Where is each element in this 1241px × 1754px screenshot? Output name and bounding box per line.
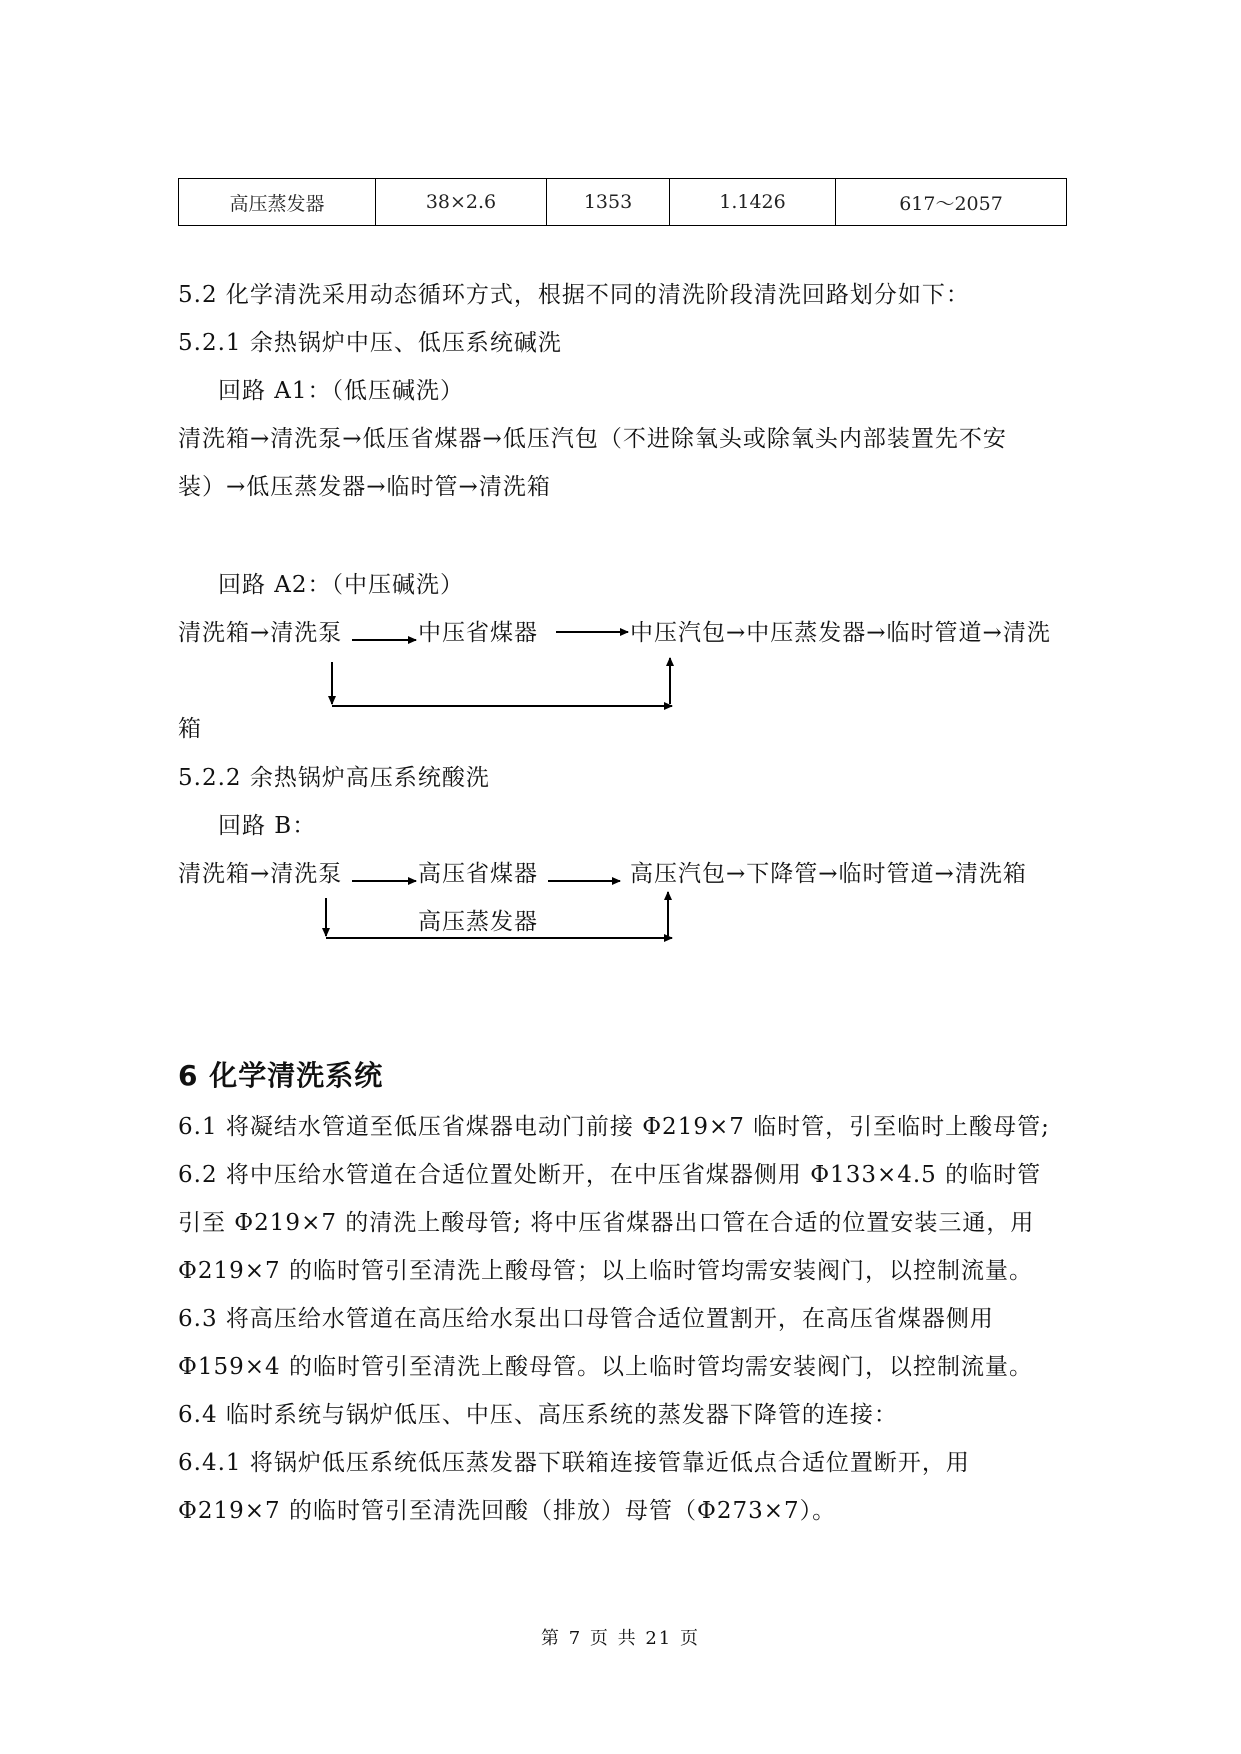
paragraph-6-2: 6.2 将中压给水管道在合适位置处断开，在中压省煤器侧用 Φ133×4.5 的临时管 xyxy=(178,1162,1042,1188)
paragraph-6-2-cont: 引至 Φ219×7 的清洗上酸母管; 将中压省煤器出口管在合适的位置安装三通，用 xyxy=(178,1210,1035,1236)
spec-table xyxy=(178,178,1067,226)
loop-a2-wrap: 箱 xyxy=(178,716,202,742)
paragraph-5-2-1: 5.2.1 余热锅炉中压、低压系统碱洗 xyxy=(178,330,562,356)
paragraph-6-3-cont: Φ159×4 的临时管引至清洗上酸母管。以上临时管均需安装阀门，以控制流量。 xyxy=(178,1354,1033,1380)
loop-a1-line-2: 装）→低压蒸发器→临时管→清洗箱 xyxy=(178,474,551,500)
table-cell: 617～2057 xyxy=(836,179,1067,226)
loop-b-title: 回路 B： xyxy=(218,813,317,839)
table-row xyxy=(179,179,1067,226)
paragraph-6-2-cont: Φ219×7 的临时管引至清洗上酸母管；以上临时管均需安装阀门，以控制流量。 xyxy=(178,1258,1033,1284)
table-cell: 1.1426 xyxy=(670,179,836,226)
loop-b-mid: 高压省煤器 xyxy=(418,861,538,887)
loop-a1-title: 回路 A1：（低压碱洗） xyxy=(218,378,465,404)
loop-a2-end: 中压汽包→中压蒸发器→临时管道→清洗 xyxy=(630,620,1051,646)
section-6-heading: 6 化学清洗系统 xyxy=(178,1059,384,1092)
paragraph-6-3: 6.3 将高压给水管道在高压给水泵出口母管合适位置割开，在高压省煤器侧用 xyxy=(178,1306,994,1332)
page-number: 第 7 页 共 21 页 xyxy=(541,1628,700,1649)
paragraph-5-2: 5.2 化学清洗采用动态循环方式，根据不同的清洗阶段清洗回路划分如下： xyxy=(178,282,970,308)
loop-b-start: 清洗箱→清洗泵 xyxy=(178,861,343,887)
loop-b-end: 高压汽包→下降管→临时管道→清洗箱 xyxy=(630,861,1027,887)
loop-b-branch: 高压蒸发器 xyxy=(418,909,538,935)
loop-a1-line-1: 清洗箱→清洗泵→低压省煤器→低压汽包（不进除氧头或除氧头内部装置先不安 xyxy=(178,426,1007,452)
paragraph-6-4: 6.4 临时系统与锅炉低压、中压、高压系统的蒸发器下降管的连接： xyxy=(178,1402,898,1428)
paragraph-6-4-1: 6.4.1 将锅炉低压系统低压蒸发器下联箱连接管靠近低点合适位置断开，用 xyxy=(178,1450,970,1476)
paragraph-6-1: 6.1 将凝结水管道至低压省煤器电动门前接 Φ219×7 临时管，引至临时上酸母管; xyxy=(178,1114,1050,1140)
loop-a2-start: 清洗箱→清洗泵 xyxy=(178,620,343,646)
loop-a2-mid: 中压省煤器 xyxy=(418,620,538,646)
table-cell: 高压蒸发器 xyxy=(179,179,376,226)
loop-a2-title: 回路 A2：（中压碱洗） xyxy=(218,572,465,598)
paragraph-5-2-2: 5.2.2 余热锅炉高压系统酸洗 xyxy=(178,765,490,791)
paragraph-6-4-1-cont: Φ219×7 的临时管引至清洗回酸（排放）母管（Φ273×7）。 xyxy=(178,1498,837,1524)
table-cell: 38×2.6 xyxy=(376,179,547,226)
table-cell: 1353 xyxy=(547,179,670,226)
